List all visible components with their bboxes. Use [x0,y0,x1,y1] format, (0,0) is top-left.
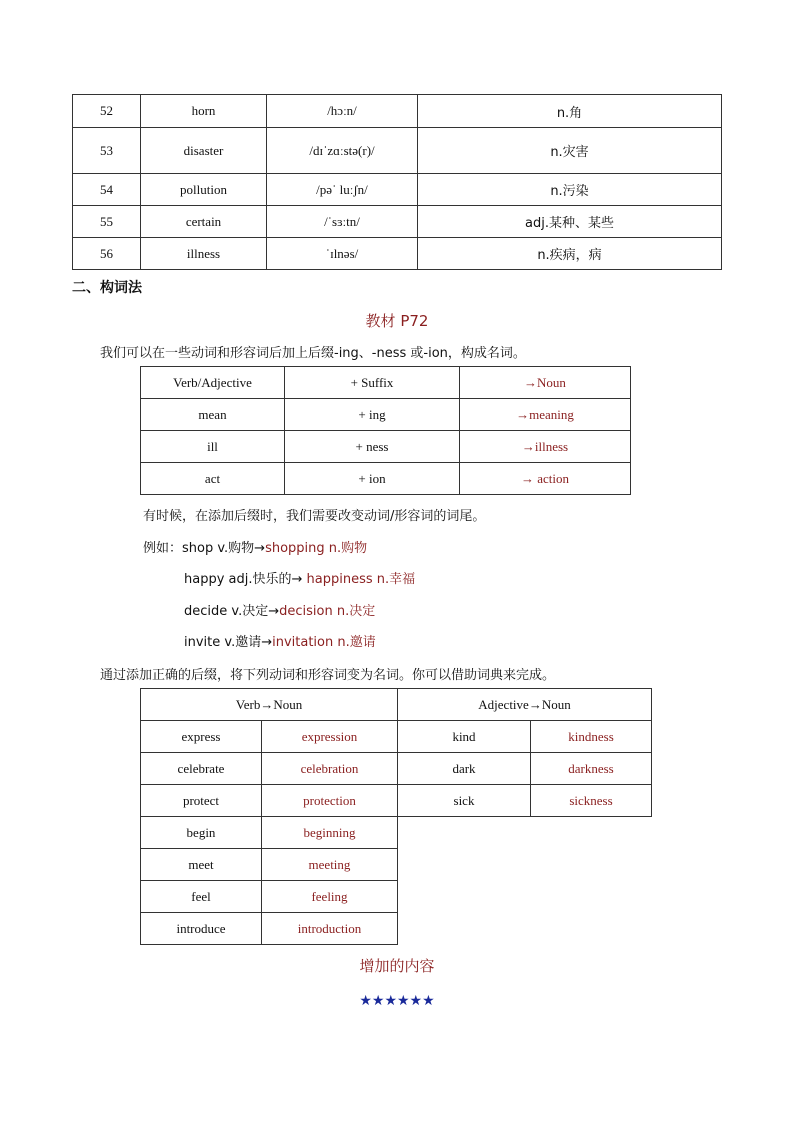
vocab-meaning: n.灾害 [418,128,722,174]
verb-cell: feel [141,881,262,913]
example-base: 例如：shop v.购物→ [143,541,266,556]
table-row [73,238,722,270]
vocab-number: 56 [73,238,141,270]
table-row [141,721,398,753]
noun-cell: darkness [531,753,652,785]
base-word: mean [141,399,285,431]
verb-noun-table [140,688,398,945]
verb-cell: protect [141,785,262,817]
table-row [398,785,652,817]
vocab-number: 55 [73,206,141,238]
intro-paragraph: 我们可以在一些动词和形容词后加上后缀-ing、-ness 或-ion，构成名词。 [100,346,526,361]
vocab-ipa: ˈɪlnəs/ [267,238,418,270]
noun-cell: sickness [531,785,652,817]
noun-cell: introduction [262,913,398,945]
column-header: →Noun [460,367,631,399]
table-row [73,128,722,174]
vocab-number: 54 [73,174,141,206]
example-base: invite v.邀请→ [184,635,273,650]
example-base: decide v.决定→ [184,604,280,619]
example-line [184,568,415,587]
suffix: + ness [285,431,460,463]
vocab-word: certain [141,206,267,238]
table-row [73,174,722,206]
vocab-ipa: /hɔːn/ [267,95,418,128]
noun-result: → action [460,463,631,495]
noun-cell: expression [262,721,398,753]
star-rating: ★★★★★★ [359,993,435,1009]
base-word: ill [141,431,285,463]
vocab-meaning: n.角 [418,95,722,128]
verb-cell: introduce [141,913,262,945]
table-row [398,753,652,785]
suffix: + ion [285,463,460,495]
table-row [141,849,398,881]
vocab-number: 53 [73,128,141,174]
vocab-word: disaster [141,128,267,174]
column-header: + Suffix [285,367,460,399]
example-result: invitation n.邀请 [272,635,376,650]
table-row [141,913,398,945]
noun-cell: celebration [262,753,398,785]
table-header: Verb→Noun [141,689,398,721]
vocab-word: horn [141,95,267,128]
noun-cell: protection [262,785,398,817]
table-row [398,721,652,753]
noun-cell: meeting [262,849,398,881]
textbook-reference: 教材 P72 [365,312,429,330]
table-header: Adjective→Noun [398,689,652,721]
example-line [184,631,376,650]
example-result: happiness n.幸福 [306,572,416,587]
example-line [143,537,367,556]
vocab-ipa: /dɪˈzɑːstə(r)/ [267,128,418,174]
example-base: happy adj.快乐的→ [184,572,307,587]
section-heading: 二、构词法 [72,280,142,296]
noun-result: →meaning [460,399,631,431]
adjective-noun-table [397,688,652,817]
table-row [141,399,631,431]
table-header-row [398,689,652,721]
noun-result: →illness [460,431,631,463]
table-row [73,206,722,238]
vocab-ipa: /ˈsɜːtn/ [267,206,418,238]
verb-cell: celebrate [141,753,262,785]
vocab-meaning: n.疾病，病 [418,238,722,270]
table-row [73,95,722,128]
table-header-row [141,367,631,399]
example-result: shopping n.购物 [265,541,368,556]
vocab-word: illness [141,238,267,270]
vocab-meaning: adj.某种、某些 [418,206,722,238]
vocab-number: 52 [73,95,141,128]
table-header-row [141,689,398,721]
table-row [141,753,398,785]
table-row [141,817,398,849]
table-row [141,431,631,463]
base-word: act [141,463,285,495]
suffix-table [140,366,631,495]
example-result: decision n.决定 [279,604,376,619]
vocab-meaning: n.污染 [418,174,722,206]
adjective-cell: sick [398,785,531,817]
noun-cell: kindness [531,721,652,753]
task-paragraph: 通过添加正确的后缀，将下列动词和形容词变为名词。你可以借助词典来完成。 [100,668,556,683]
table-row [141,785,398,817]
table-row [141,881,398,913]
verb-cell: begin [141,817,262,849]
vocab-ipa: /pəˈ luːʃn/ [267,174,418,206]
added-content-title: 增加的内容 [359,957,435,975]
adjective-cell: kind [398,721,531,753]
noun-cell: feeling [262,881,398,913]
vocabulary-table [72,94,722,270]
adjective-cell: dark [398,753,531,785]
verb-cell: express [141,721,262,753]
example-line [184,600,375,619]
suffix: + ing [285,399,460,431]
column-header: Verb/Adjective [141,367,285,399]
verb-cell: meet [141,849,262,881]
vocab-word: pollution [141,174,267,206]
table-row [141,463,631,495]
note-paragraph: 有时候，在添加后缀时，我们需要改变动词/形容词的词尾。 [143,509,486,524]
noun-cell: beginning [262,817,398,849]
